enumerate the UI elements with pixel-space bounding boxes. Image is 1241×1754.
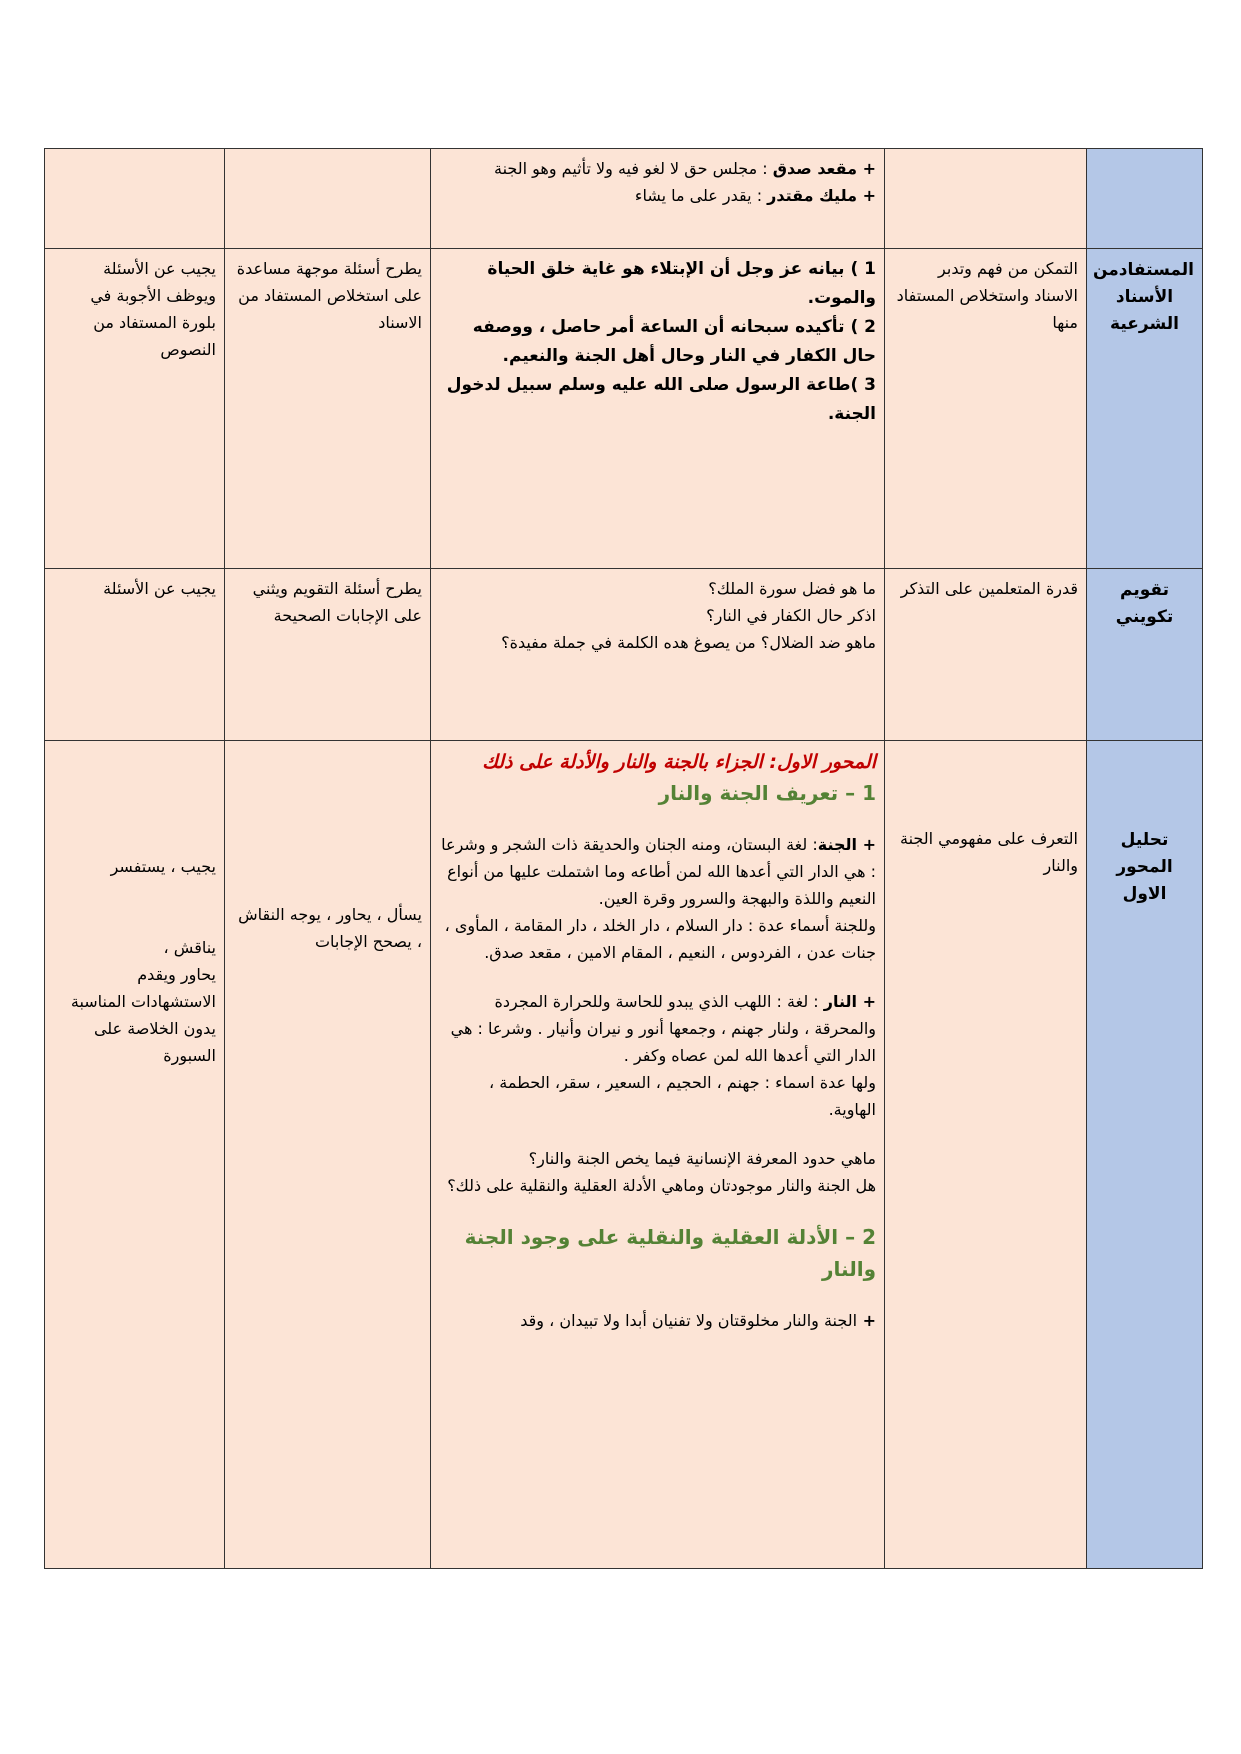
stage-cell: تحليل المحور الاول bbox=[1087, 741, 1203, 1569]
content-cell bbox=[431, 741, 885, 1569]
paragraph-text: : لغة : اللهب الذي يبدو للحاسة وللحرارة المجردة والمحرقة ، ولنار جهنم ، وجمعها أنور و نيران وأنيار . وشرعا : هي الدار التي أعدها الله لمن عصاه وكفر . bbox=[450, 992, 876, 1065]
paragraph-text: : مجلس حق لا لغو فيه ولا تأثيم وهو الجنة bbox=[494, 159, 773, 178]
content-paragraph bbox=[439, 831, 876, 912]
table-row bbox=[45, 149, 1203, 249]
learner-cell: يجيب ، يستفسر يناقش ، يحاور ويقدم الاستشهادات المناسبة يدون الخلاصة على السبورة bbox=[45, 741, 225, 1569]
stage-cell: تقويم تكويني bbox=[1087, 569, 1203, 741]
plus-marker: + bbox=[857, 992, 876, 1011]
teacher-cell: يطرح أسئلة موجهة مساعدة على استخلاص المستفاد من الاسناد bbox=[225, 249, 431, 569]
paragraph-text: : لغة البستان، ومنه الجنان والحديقة ذات الشجر و وشرعا : هي الدار التي أعدها الله لمن أطاعه وما اشتملت عليها من أنواع النعيم واللذة والبهجة والسرور وقرة العين. bbox=[441, 835, 876, 908]
content-paragraph bbox=[439, 182, 876, 209]
content-paragraph bbox=[439, 988, 876, 1069]
spacer bbox=[439, 809, 876, 831]
content-cell bbox=[431, 249, 885, 569]
section-heading bbox=[439, 777, 876, 809]
plus-marker: + bbox=[857, 1311, 876, 1330]
table-row bbox=[45, 741, 1203, 1569]
paragraph-text: المحور الاول: الجزاء بالجنة والنار والأدلة على ذلك bbox=[482, 751, 876, 773]
term-label: مقعد صدق bbox=[772, 159, 858, 178]
term-label: مليك مقتدر bbox=[767, 186, 858, 205]
lesson-plan-table bbox=[44, 148, 1203, 1569]
table-row bbox=[45, 249, 1203, 569]
goal-cell bbox=[885, 149, 1087, 249]
paragraph-text: وللجنة أسماء عدة : دار السلام ، دار الخلد ، دار المقامة ، المأوى ، جنات عدن ، الفردوس ، النعيم ، المقام الامين ، مقعد صدق. bbox=[444, 916, 876, 962]
learner-cell bbox=[45, 149, 225, 249]
content-paragraph bbox=[439, 1307, 876, 1334]
spacer bbox=[439, 1285, 876, 1307]
content-cell bbox=[431, 149, 885, 249]
table-row bbox=[45, 569, 1203, 741]
content-paragraph bbox=[439, 1145, 876, 1172]
paragraph-text: ماهي حدود المعرفة الإنسانية فيما يخص الجنة والنار؟ bbox=[528, 1149, 876, 1168]
content-paragraph bbox=[439, 1069, 876, 1123]
paragraph-text: الجنة والنار مخلوقتان ولا تفنيان أبدا ولا تبيدان ، وقد bbox=[520, 1311, 858, 1330]
paragraph-text: 2 – الأدلة العقلية والنقلية على وجود الجنة والنار bbox=[464, 1225, 876, 1281]
term-label: الجنة bbox=[817, 835, 858, 854]
goal-cell: قدرة المتعلمين على التذكر bbox=[885, 569, 1087, 741]
content-paragraph bbox=[439, 912, 876, 966]
table-body bbox=[45, 149, 1203, 1569]
content-paragraph bbox=[439, 1172, 876, 1199]
paragraph-text: ماهو ضد الضلال؟ من يصوغ هده الكلمة في جملة مفيدة؟ bbox=[501, 633, 876, 652]
content-paragraph bbox=[439, 629, 876, 656]
plus-marker: + bbox=[857, 186, 876, 205]
stage-cell: المستفادمن الأسناد الشرعية bbox=[1087, 249, 1203, 569]
spacer bbox=[439, 1199, 876, 1221]
teacher-cell: يطرح أسئلة التقويم ويثني على الإجابات الصحيحة bbox=[225, 569, 431, 741]
learner-cell: يجيب عن الأسئلة ويوظف الأجوبة في بلورة المستفاد من النصوص bbox=[45, 249, 225, 569]
plus-marker: + bbox=[857, 159, 876, 178]
spacer bbox=[439, 966, 876, 988]
content-paragraph bbox=[439, 255, 876, 313]
paragraph-text: ولها عدة اسماء : جهنم ، الحجيم ، السعير ، سقر، الحطمة ، الهاوية. bbox=[488, 1073, 876, 1119]
stage-cell bbox=[1087, 149, 1203, 249]
content-paragraph bbox=[439, 371, 876, 429]
paragraph-text: 3 )طاعة الرسول صلى الله عليه وسلم سبيل لدخول الجنة. bbox=[446, 375, 876, 424]
content-paragraph bbox=[439, 155, 876, 182]
content-paragraph bbox=[439, 575, 876, 602]
spacer bbox=[439, 1123, 876, 1145]
paragraph-text: ما هو فضل سورة الملك؟ bbox=[708, 579, 876, 598]
teacher-cell bbox=[225, 149, 431, 249]
paragraph-text: هل الجنة والنار موجودتان وماهي الأدلة العقلية والنقلية على ذلك؟ bbox=[447, 1176, 876, 1195]
content-paragraph bbox=[439, 313, 876, 371]
paragraph-text: : يقدر على ما يشاء bbox=[634, 186, 768, 205]
content-paragraph bbox=[439, 602, 876, 629]
teacher-cell: يسأل ، يحاور ، يوجه النقاش ، يصحح الإجابات bbox=[225, 741, 431, 1569]
paragraph-text: 2 ) تأكيده سبحانه أن الساعة أمر حاصل ، ووصفه حال الكفار في النار وحال أهل الجنة والنعيم. bbox=[472, 317, 876, 366]
paragraph-text: 1 ) بيانه عز وجل أن الإبتلاء هو غاية خلق الحياة والموت. bbox=[487, 259, 876, 308]
paragraph-text: اذكر حال الكفار في النار؟ bbox=[706, 606, 876, 625]
content-cell bbox=[431, 569, 885, 741]
section-heading bbox=[439, 747, 876, 777]
goal-cell: التعرف على مفهومي الجنة والنار bbox=[885, 741, 1087, 1569]
term-label: النار bbox=[823, 992, 858, 1011]
learner-cell: يجيب عن الأسئلة bbox=[45, 569, 225, 741]
section-heading bbox=[439, 1221, 876, 1285]
paragraph-text: 1 – تعريف الجنة والنار bbox=[658, 781, 876, 805]
goal-cell: التمكن من فهم وتدبر الاسناد واستخلاص المستفاد منها bbox=[885, 249, 1087, 569]
plus-marker: + bbox=[857, 835, 876, 854]
